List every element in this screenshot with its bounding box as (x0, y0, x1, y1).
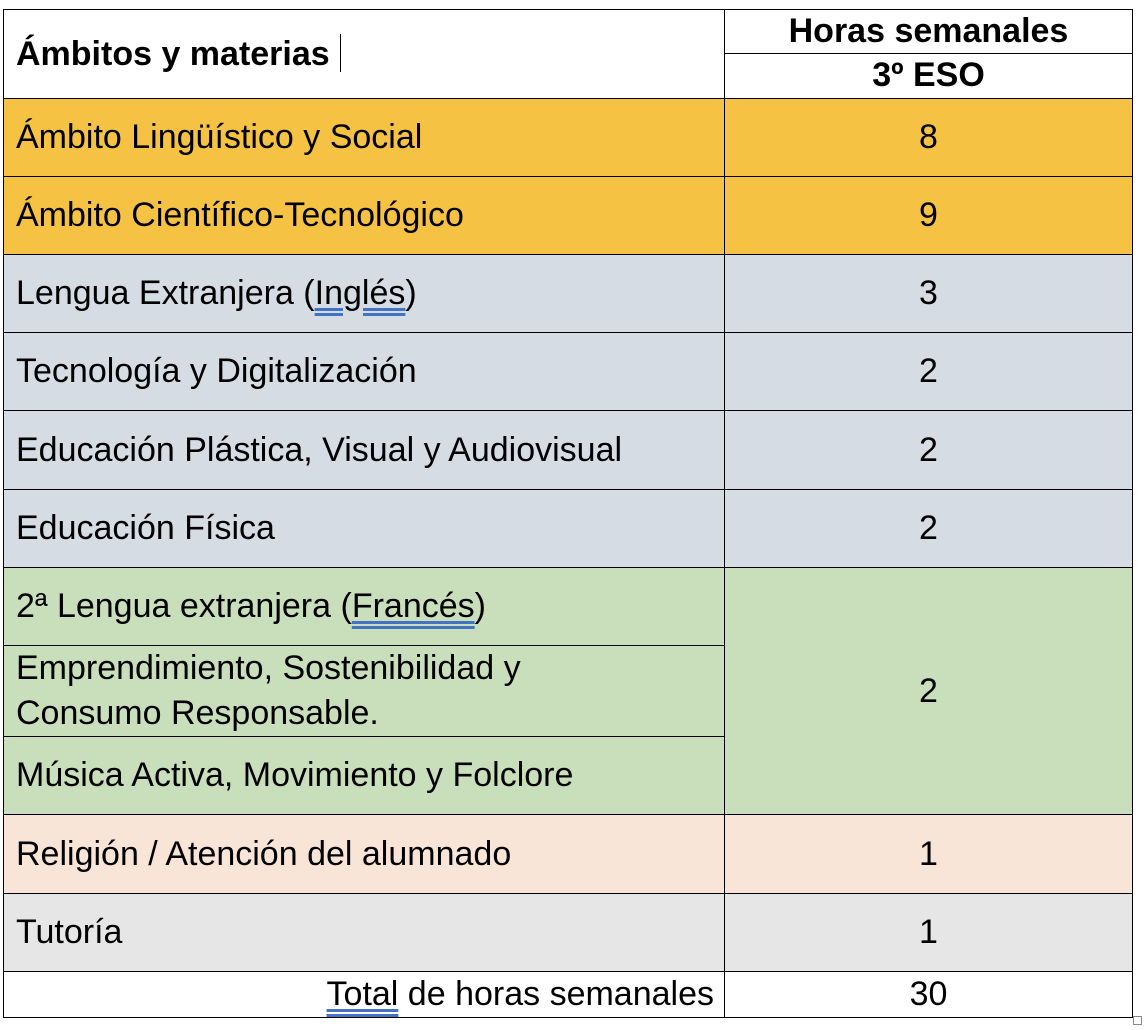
table-row (4, 333, 1133, 411)
header-row (4, 10, 1133, 54)
total-label-cell[interactable]: Total de horas semanales (4, 971, 725, 1017)
subject-cell[interactable]: Tutoría (4, 893, 725, 971)
subject-cell[interactable]: Tecnología y Digitalización (4, 333, 725, 411)
subject-cell[interactable]: Ámbito Científico-Tecnológico (4, 177, 725, 255)
table-row (4, 490, 1133, 568)
subject-cell[interactable]: Educación Física (4, 490, 725, 568)
weekly-hours-table (3, 9, 1133, 1018)
spellcheck-word[interactable]: Francés (351, 587, 475, 626)
table-resize-handle[interactable] (1133, 1016, 1142, 1025)
subject-cell[interactable]: Ámbito Lingüístico y Social (4, 99, 725, 177)
total-hours-cell[interactable]: 30 (725, 971, 1133, 1017)
header-subjects-cell[interactable] (4, 10, 725, 99)
total-row (4, 971, 1133, 1017)
hours-cell[interactable]: 3 (725, 255, 1133, 333)
spellcheck-word[interactable]: Total (326, 975, 399, 1014)
table-row (4, 99, 1133, 177)
table-row (4, 255, 1133, 333)
hours-cell[interactable]: 8 (725, 99, 1133, 177)
hours-cell[interactable]: 2 (725, 333, 1133, 411)
hours-cell[interactable]: 9 (725, 177, 1133, 255)
spellcheck-word[interactable]: Inglés (314, 274, 406, 313)
header-hours-title[interactable]: Horas semanales (725, 10, 1133, 54)
subject-cell[interactable]: Lengua Extranjera (Inglés) (4, 255, 725, 333)
text-cursor (340, 34, 342, 72)
subject-cell[interactable]: Religión / Atención del alumnado (4, 814, 725, 893)
subject-cell[interactable]: 2ª Lengua extranjera (Francés) (4, 568, 725, 646)
hours-cell[interactable]: 2 (725, 490, 1133, 568)
table-row (4, 893, 1133, 971)
subject-cell[interactable]: Música Activa, Movimiento y Folclore (4, 736, 725, 814)
subject-cell[interactable]: Emprendimiento, Sostenibilidad y Consumo Responsable. (4, 646, 725, 737)
table-row (4, 814, 1133, 893)
table-row (4, 411, 1133, 490)
hours-cell[interactable]: 2 (725, 411, 1133, 490)
electives-hours-cell[interactable]: 2 (725, 568, 1133, 815)
hours-cell[interactable]: 1 (725, 814, 1133, 893)
header-subjects-title: Ámbitos y materias (16, 34, 330, 73)
subject-cell[interactable]: Educación Plástica, Visual y Audiovisual (4, 411, 725, 490)
header-course[interactable]: 3º ESO (725, 54, 1133, 99)
hours-cell[interactable]: 1 (725, 893, 1133, 971)
table-row (4, 177, 1133, 255)
table-row (4, 568, 1133, 646)
